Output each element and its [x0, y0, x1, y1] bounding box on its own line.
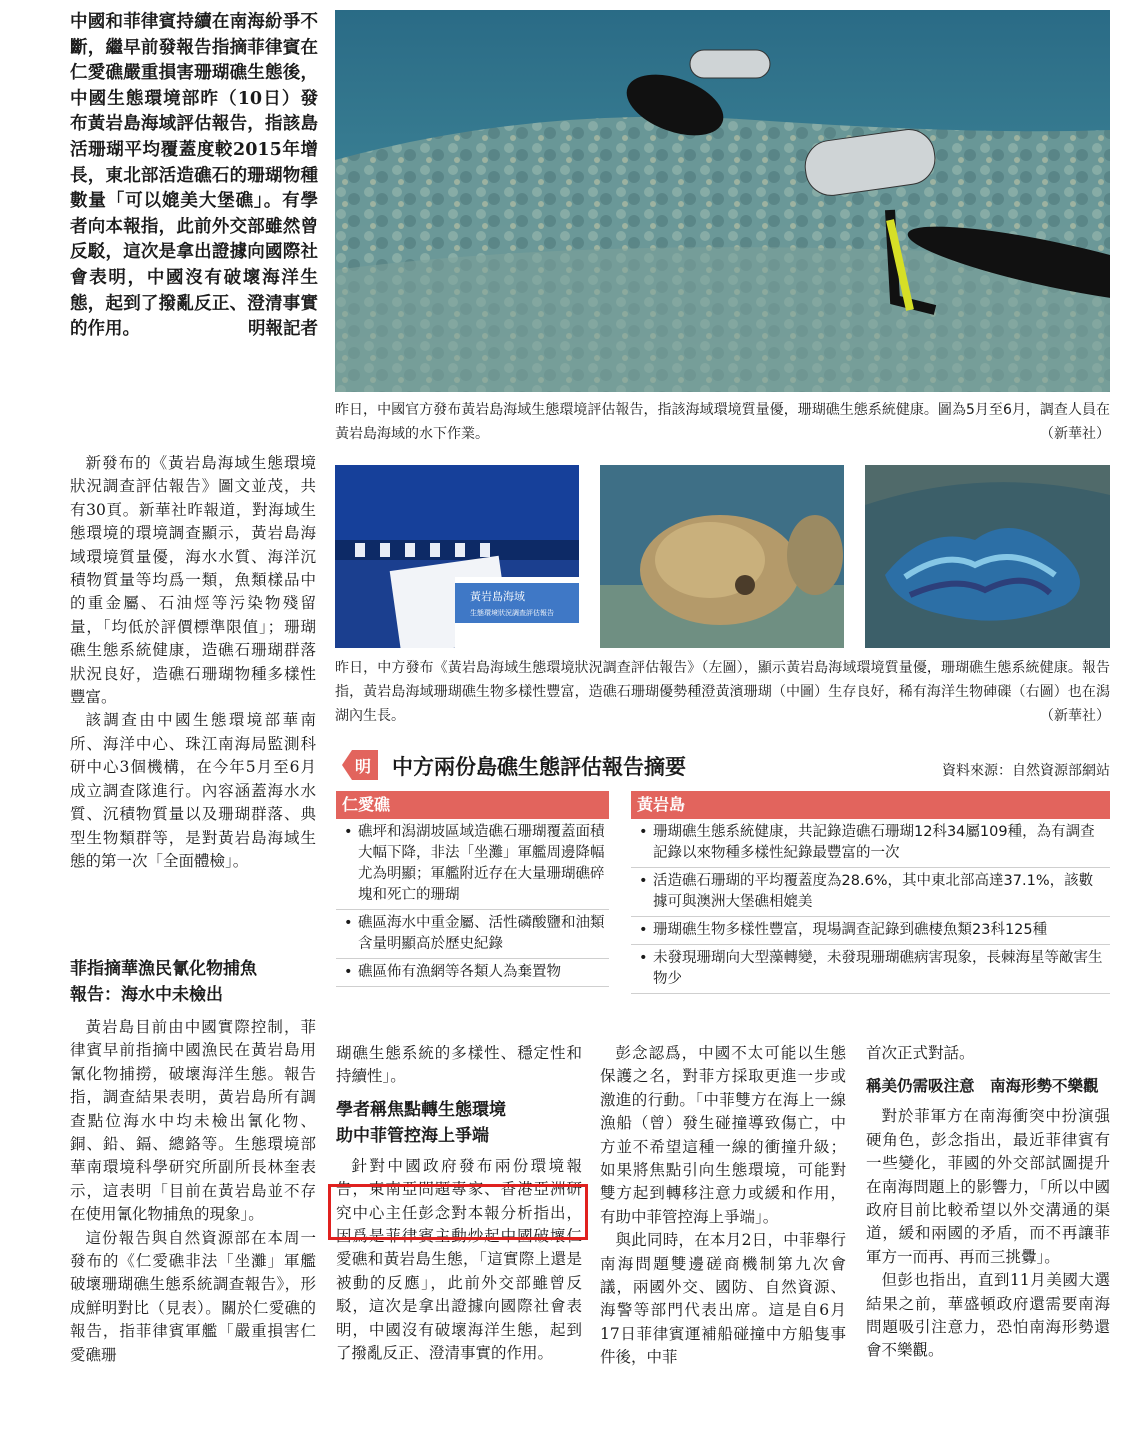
list-item: • 活造礁石珊瑚的平均覆蓋度為28.6%，其中東北部高達37.1%，該數據可與澳洲大堡礁相媲美: [631, 868, 1110, 917]
left-column: [70, 452, 316, 873]
list-item: • 珊瑚礁生物多樣性豐富，現場調查記錄到礁棲魚類23科125種: [631, 917, 1110, 945]
diver-photo: [335, 10, 1110, 392]
article-paragraph: 彭念認爲，中國不太可能以生態保護之名，對菲方採取更進一步或激進的行動。「中菲雙方在海上一線漁船（曾）發生碰撞導致傷亡，中方並不希望這種一線的衝撞升級；如果將焦點引向生態環境，可能對雙方起到轉移注意力或緩和作用，有助中菲管控海上爭端」。: [600, 1044, 846, 1226]
subhead-line: 報告：海水中未檢出: [70, 985, 223, 1005]
list-item: • 礁區佈有漁網等各類人為棄置物: [336, 959, 609, 987]
left-column-lower: [70, 1016, 316, 1367]
photo-credit: （新華社）: [1040, 426, 1110, 442]
lead-text: 中國和菲律賓持續在南海紛爭不斷，繼早前發報告指摘菲律賓在仁愛礁嚴重損害珊瑚礁生態後，中國生態環境部昨（10日）發布黃岩島海域評估報告，指該島活珊瑚平均覆蓋度較2015年增長，東北部活造礁石的珊瑚物種數量「可以媲美大堡礁」。有學者向本報指，此前外交部雖然曾反駁，這次是拿出證據向國際社會表明，中國沒有破壞海洋生態，起到了撥亂反正、澄清事實的作用。: [70, 12, 318, 340]
article-paragraph: 但彭也指出，直到11月美國大選結果之前，華盛頓政府還需要南海問題吸引注意力，恐怕南海形勢還會不樂觀。: [866, 1271, 1110, 1360]
summary-source: 資料來源：自然資源部網站: [942, 763, 1110, 779]
giant-clam-image: [865, 465, 1110, 648]
coral-image: [600, 465, 844, 648]
article-paragraph: 與此同時，在本月2日，中菲舉行南海問題雙邊磋商機制第九次會議，兩國外交、國防、自然資源、海警等部門代表出席。這是自6月17日菲律賓運補船碰撞中方船隻事件後，中菲: [600, 1231, 846, 1367]
subhead-line: 菲指摘華漁民氰化物捕魚: [70, 959, 257, 979]
list-item: • 礁坪和潟湖坡區域造礁石珊瑚覆蓋面積大幅下降，非法「坐灘」軍艦周邊降幅尤為明顯；軍艦附近存在大量珊瑚礁碎塊和死亡的珊瑚: [336, 819, 609, 910]
highlight-box: [328, 1184, 588, 1240]
renai-header: 仁愛礁: [336, 791, 609, 819]
list-item: • 珊瑚礁生態系統健康，共記錄造礁石珊瑚12科34屬109種，為有調查記錄以來物種多樣性紀錄最豐富的一次: [631, 819, 1110, 868]
column-3: [600, 1042, 846, 1370]
report-launch-image: [335, 465, 579, 648]
subhead-line: 稱美仍需吸注意 南海形勢不樂觀: [866, 1076, 1099, 1096]
renai-column: [336, 791, 609, 987]
huangyan-column: [631, 791, 1110, 994]
ming-pao-logo: [340, 748, 380, 782]
article-paragraph: 對於菲軍方在南海衝突中扮演强硬角色，彭念指出，最近菲律賓有一些變化，菲國的外交部試圖提升在南海問題上的影響力，「所以中國政府目前比較希望以外交溝通的渠道，緩和兩國的矛盾，而不再讓菲軍方一而再、再而三挑釁」。: [866, 1107, 1110, 1266]
article-paragraph: 新發布的《黃岩島海域生態環境狀況調查評估報告》圖文並茂，共有30頁。新華社昨報道，對海域生態環境的環境調查顯示，黃岩島海域環境質量優，海水水質、海洋沉積物質量等均爲一類，魚類樣品中的重金屬、石油烴等污染物殘留量，「均低於評價標準限值」；珊瑚礁生態系統健康，造礁石珊瑚群落狀況良好，造礁石珊瑚物種多樣性豐富。: [70, 454, 316, 707]
article-paragraph: 瑚礁生態系統的多樣性、穩定性和持續性」。: [336, 1044, 582, 1086]
column-4: [866, 1042, 1110, 1363]
subhead-line: 助中菲管控海上爭端: [336, 1125, 489, 1146]
mid-photo-caption: [335, 656, 1110, 728]
left-subhead: [70, 956, 316, 1008]
list-item: • 礁區海水中重金屬、活性磷酸鹽和油類含量明顯高於歷史紀錄: [336, 910, 609, 959]
caption-text: 昨日，中國官方發布黃岩島海域生態環境評估報告，指該海域環境質量優，珊瑚礁生態系統健康。圖為5月至6月，調查人員在黃岩島海域的水下作業。: [335, 402, 1110, 442]
top-photo-caption: [335, 398, 1110, 446]
booklet-subtitle: 生態環境狀況調查評估報告: [470, 609, 554, 617]
diver-photo-image: [335, 10, 1110, 392]
giant-clam-photo: [865, 465, 1110, 648]
booklet-title: 黃岩島海域: [470, 590, 525, 603]
byline: 明報記者: [248, 319, 318, 340]
summary-title: 中方兩份島礁生態評估報告摘要: [392, 755, 686, 779]
huangyan-list: [631, 819, 1110, 994]
caption-text: 昨日，中方發布《黃岩島海域生態環境狀況調查評估報告》（左圖），顯示黃岩島海域環境質量優，珊瑚礁生態系統健康。報告指，黃岩島海域珊瑚礁生物多樣性豐富，造礁石珊瑚優勢種澄黃濱珊瑚（中圖）生存良好，稀有海洋生物硨磲（右圖）也在潟湖內生長。: [335, 660, 1110, 724]
article-paragraph: 該調查由中國生態環境部華南所、海洋中心、珠江南海局監測科研中心3個機構，在今年5月至6月成立調查隊進行。內容涵蓋海水水質、沉積物質量以及珊瑚群落、典型生物類群等，是對黃岩島海域生態的第一次「全面體檢」。: [70, 711, 316, 870]
article-paragraph: 首次正式對話。: [866, 1044, 975, 1062]
article-paragraph: 這份報告與自然資源部在本周一發布的《仁愛礁非法「坐灘」軍艦破壞珊瑚礁生態系統調查報告》，形成鮮明對比（見表）。關於仁愛礁的報告，指菲律賓軍艦「嚴重損害仁愛礁珊: [70, 1228, 316, 1364]
logo-text: 明: [355, 757, 372, 776]
subhead-line: 學者稱焦點轉生態環境: [336, 1099, 506, 1120]
report-launch-photo: [335, 465, 579, 648]
logo-icon: [340, 748, 380, 782]
list-item: • 未發現珊瑚向大型藻轉變，未發現珊瑚礁病害現象，長棘海星等敵害生物少: [631, 945, 1110, 994]
photo-credit: （新華社）: [1040, 708, 1110, 724]
coral-photo: [600, 465, 844, 648]
renai-list: [336, 819, 609, 987]
article-paragraph: 針對中國政府發布兩份環境報告，東南亞問題專家、香港亞洲研究中心主任彭念對本報分析指出，因爲是菲律賓主動炒起中國破壞仁愛礁和黃岩島生態，「這實際上還是被動的反應」，此前外交部雖曾反駁，這次是拿出證據向國際社會表明，中國沒有破壞海洋生態，起到了撥亂反正、澄清事實的作用。: [336, 1156, 582, 1363]
lead-paragraph: [70, 10, 318, 343]
huangyan-header: 黃岩島: [631, 791, 1110, 819]
article-paragraph: 黃岩島目前由中國實際控制，菲律賓早前指摘中國漁民在黃岩島用氰化物捕撈，破壞海洋生態。報告指，調查結果表明，黃岩島所有調查點位海水中均未檢出氰化物、銅、鉛、鎘、總鉻等。生態環境部華南環境科學研究所副所長林奎表示，這表明「目前在黃岩島並不存在使用氰化物捕魚的現象」。: [70, 1018, 316, 1224]
